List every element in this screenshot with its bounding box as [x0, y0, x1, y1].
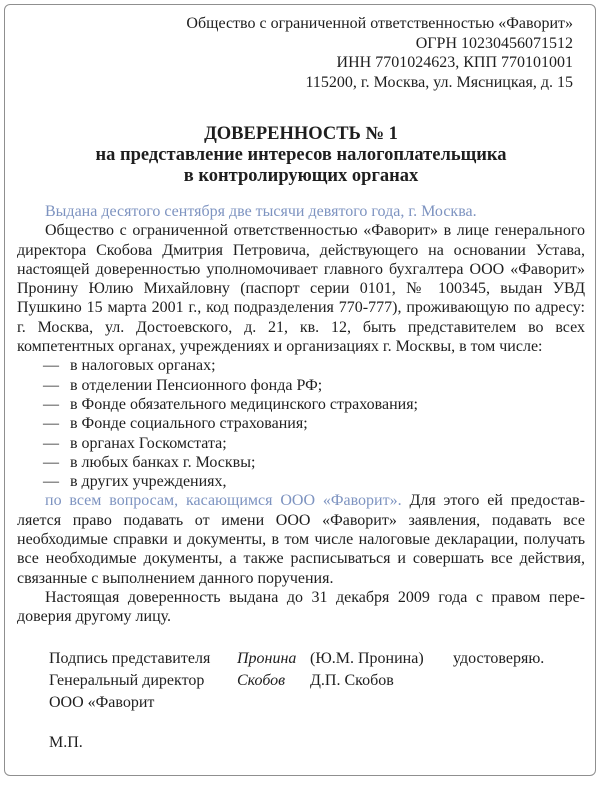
signature-autograph: Пронина	[237, 649, 297, 667]
list-item	[17, 356, 585, 375]
document-body	[17, 202, 585, 627]
document-frame	[4, 4, 596, 776]
issue-date-line: Выдана десятого сентября две тысячи девятого года, г. Москва.	[45, 203, 477, 220]
document-subtitle-2: в контролирующих органах	[183, 166, 419, 186]
signature-role: ООО «Фаворит	[49, 693, 155, 711]
list-item	[17, 434, 585, 453]
signature-row	[49, 671, 585, 690]
signature-note: удостоверяю.	[453, 649, 545, 667]
document-title: ДОВЕРЕННОСТЬ № 1	[204, 124, 398, 144]
list-item-label: в органах Госкомстата;	[70, 434, 227, 452]
list-dash: —	[43, 434, 59, 452]
signature-row	[49, 649, 585, 668]
scope-paragraph	[17, 491, 585, 587]
validity-paragraph: Настоящая доверенность выдана до 31 декабря 2009 года с правом передоверия другому лицу.	[17, 588, 585, 626]
signature-row	[49, 693, 585, 712]
address-line: 115200, г. Москва, ул. Мясницкая, д. 15	[305, 73, 573, 91]
list-item-label: в Фонде социального страхования;	[70, 415, 308, 433]
signature-role: Генеральный директор	[49, 671, 205, 689]
list-dash: —	[43, 376, 59, 394]
list-item	[17, 414, 585, 433]
signature-note	[453, 693, 585, 712]
list-item-label: в налоговых органах;	[70, 357, 216, 375]
list-dash: —	[43, 357, 59, 375]
signature-block	[49, 649, 585, 712]
document-title-block	[17, 124, 585, 187]
list-dash: —	[43, 415, 59, 433]
scope-rest: Для этого ей предоставляется право подавать от имени ООО «Фаворит» заявления, подавать все необходимые справки и документы, в том числе налоговые декларации, получать все необходимые документы, а также расписываться и совершать все действия, связанные с выполнением данного поручения.	[17, 492, 585, 587]
list-item-label: в других учреждениях,	[70, 473, 227, 491]
signature-name: (Ю.М. Пронина)	[310, 649, 424, 667]
company-name-line: Общество с ограниченной ответственностью «Фаворит»	[186, 15, 573, 32]
signature-autograph	[237, 693, 310, 712]
inn-kpp-line: ИНН 7701024623, КПП 770101001	[336, 54, 573, 71]
signature-name: Д.П. Скобов	[310, 671, 394, 689]
list-item-label: в отделении Пенсионного фонда РФ;	[70, 376, 323, 394]
list-dash: —	[43, 473, 59, 491]
document-subtitle-1: на представление интересов налогоплательщика	[95, 145, 507, 165]
list-dash: —	[43, 453, 59, 471]
list-item-label: в любых банках г. Москвы;	[70, 453, 256, 471]
intro-paragraph: Общество с ограниченной ответственностью «Фаворит» в лице генерального директора Скобова Дмитрия Петровича, действующего на основании Устава, настоящей доверенностью уполномочивает главного бухгалтера ООО «Фаворит» Пронину Юлию Михайловну (паспорт серии 0101, № 100345, выдан УВД Пушкино 15 марта 2001 г., код подразделения 770-777), проживающую по адресу: г. Москва, ул. Достоевского, д. 21, кв. 12, быть представителем во всех компетентных органах, учреждениях и организациях г. Москвы, в том числе:	[17, 222, 585, 356]
stamp-placeholder: М.П.	[49, 733, 83, 751]
scope-highlight: по всем вопросам, касающимся ООО «Фаворит».	[45, 492, 402, 510]
list-item-label: в Фонде обязательного медицинского страхования;	[70, 395, 418, 413]
list-item	[17, 395, 585, 414]
signature-role: Подпись представителя	[49, 649, 211, 667]
signature-name	[310, 693, 453, 712]
authority-list	[17, 356, 585, 491]
list-dash: —	[43, 395, 59, 413]
signature-note	[453, 671, 585, 690]
company-header	[17, 14, 573, 92]
ogrn-line: ОГРН 10230456071512	[415, 34, 573, 52]
list-item	[17, 376, 585, 395]
list-item	[17, 472, 585, 491]
signature-autograph: Скобов	[237, 671, 286, 689]
list-item	[17, 453, 585, 472]
